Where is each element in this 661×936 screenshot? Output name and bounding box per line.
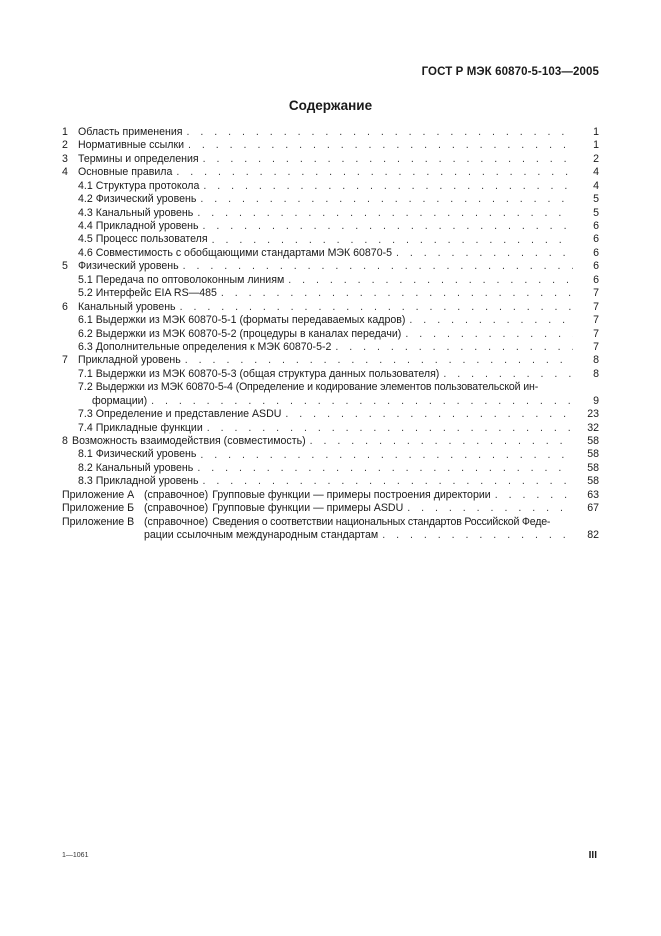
entry-page: 6 — [593, 260, 599, 273]
toc-subentry[interactable] — [62, 193, 599, 206]
entry-page: 58 — [587, 435, 599, 448]
entry-number: 6 — [62, 300, 68, 313]
toc-entry[interactable] — [62, 126, 599, 139]
dot-leader — [221, 287, 573, 300]
entry-number: 6.1 — [78, 314, 93, 327]
entry-title: Нормативные ссылки — [78, 139, 185, 152]
dot-leader — [151, 395, 573, 408]
entry-title: Возможность взаимодействия (совместимость) — [72, 435, 306, 448]
dot-leader — [183, 260, 573, 273]
entry-title: Структура протокола — [95, 179, 200, 192]
dot-leader — [396, 247, 573, 260]
entry-number: 5 — [62, 260, 68, 273]
dot-leader — [382, 529, 573, 542]
entry-title: Дополнительные определения к МЭК 60870-5-2 — [95, 340, 332, 353]
entry-number: 4.3 — [78, 206, 93, 219]
entry-title: Интерфейс EIA RS—485 — [95, 287, 217, 300]
entry-title: Прикладные функции — [95, 421, 203, 434]
entry-number: 1 — [62, 125, 68, 138]
entry-number: 5.2 — [78, 287, 93, 300]
toc-subentry[interactable] — [62, 341, 599, 354]
entry-page: 6 — [593, 220, 599, 233]
entry-page: 8 — [593, 354, 599, 367]
entry-page: 23 — [587, 408, 599, 421]
dot-leader — [200, 449, 573, 462]
dot-leader — [288, 274, 573, 287]
toc-subentry[interactable] — [62, 234, 599, 247]
toc-subentry[interactable] — [62, 274, 599, 287]
toc-entry[interactable] — [62, 260, 599, 273]
toc-subentry[interactable] — [62, 220, 599, 233]
appendix-title: Сведения о соответствии национальных стандартов Российской Феде- — [212, 515, 551, 528]
entry-title: Канальный уровень — [95, 206, 194, 219]
entry-page: 6 — [593, 233, 599, 246]
page-title: Содержание — [288, 98, 373, 113]
entry-title: Физический уровень — [95, 193, 197, 206]
dot-leader — [495, 489, 573, 502]
entry-title: Выдержки из МЭК 60870-5-4 (Определение и кодирование элементов пользовательской ин- — [95, 381, 539, 394]
entry-number: 4.4 — [78, 220, 93, 233]
entry-page: 32 — [587, 421, 599, 434]
entry-title: Канальный уровень — [78, 300, 176, 313]
toc-subentry-continuation[interactable] — [62, 395, 599, 408]
dot-leader — [186, 126, 573, 139]
dot-leader — [405, 328, 573, 341]
entry-page: 5 — [593, 193, 599, 206]
toc-subentry[interactable] — [62, 368, 599, 381]
entry-number: 7.3 — [78, 408, 93, 421]
toc-subentry[interactable] — [62, 180, 599, 193]
entry-number: 4 — [62, 166, 68, 179]
toc-entry[interactable] — [62, 435, 599, 448]
footer-print-code: 1—1061 — [62, 852, 89, 859]
entry-page: 2 — [593, 152, 599, 165]
toc-subentry[interactable] — [62, 287, 599, 300]
entry-number: 3 — [62, 152, 68, 165]
entry-number: 4.2 — [78, 193, 93, 206]
toc-appendix[interactable] — [62, 489, 599, 502]
appendix-title: Групповые функции — примеры ASDU — [212, 502, 404, 515]
toc-subentry[interactable] — [62, 475, 599, 488]
toc-entry[interactable] — [62, 153, 599, 166]
entry-page: 67 — [587, 502, 599, 515]
entry-number: 6.3 — [78, 340, 93, 353]
toc-subentry[interactable] — [62, 422, 599, 435]
entry-title: Выдержки из МЭК 60870-5-1 (форматы передаваемых кадров) — [95, 314, 406, 327]
dot-leader — [212, 234, 573, 247]
dot-leader — [203, 153, 573, 166]
entry-title: Физический уровень — [78, 260, 179, 273]
toc-subentry[interactable] — [62, 449, 599, 462]
entry-page: 7 — [593, 314, 599, 327]
entry-page: 58 — [587, 475, 599, 488]
entry-title: Физический уровень — [95, 448, 197, 461]
entry-number: 4.5 — [78, 233, 93, 246]
dot-leader — [335, 341, 573, 354]
dot-leader — [200, 193, 573, 206]
toc-subentry[interactable] — [62, 462, 599, 475]
entry-page: 7 — [593, 300, 599, 313]
entry-page: 6 — [593, 273, 599, 286]
appendix-label: Приложение Б — [62, 502, 135, 515]
entry-page: 9 — [593, 394, 599, 407]
entry-title: Канальный уровень — [95, 461, 194, 474]
dot-leader — [285, 408, 573, 421]
entry-page: 4 — [593, 166, 599, 179]
entry-page: 4 — [593, 179, 599, 192]
toc-subentry[interactable] — [62, 247, 599, 260]
entry-title-continued: формации) — [92, 394, 148, 407]
dot-leader — [203, 475, 573, 488]
table-of-contents — [62, 126, 599, 543]
toc-appendix-continuation[interactable] — [62, 529, 599, 542]
toc-subentry[interactable] — [62, 381, 599, 394]
page-number: III — [588, 850, 597, 861]
entry-title: Прикладной уровень — [78, 354, 181, 367]
dot-leader — [188, 139, 573, 152]
dot-leader — [203, 220, 573, 233]
entry-number: 4.6 — [78, 246, 93, 259]
entry-number: 4.1 — [78, 179, 93, 192]
entry-number: 6.2 — [78, 327, 93, 340]
entry-page: 58 — [587, 448, 599, 461]
entry-page: 82 — [587, 529, 599, 542]
appendix-title-continued: рации ссылочным международным стандартам — [144, 529, 379, 542]
entry-page: 58 — [587, 461, 599, 474]
toc-subentry[interactable] — [62, 328, 599, 341]
dot-leader — [203, 180, 573, 193]
appendix-label: Приложение А — [62, 488, 135, 501]
entry-title: Прикладной уровень — [95, 475, 199, 488]
toc-subentry[interactable] — [62, 314, 599, 327]
entry-page: 63 — [587, 488, 599, 501]
entry-number: 7.2 — [78, 381, 93, 394]
entry-number: 7.4 — [78, 421, 93, 434]
document-header: ГОСТ Р МЭК 60870-5-103—2005 — [421, 66, 599, 78]
entry-title: Процесс пользователя — [95, 233, 208, 246]
appendix-kind: (справочное) — [144, 515, 209, 528]
dot-leader — [409, 314, 573, 327]
entry-number: 8.2 — [78, 461, 93, 474]
entry-title: Передача по оптоволоконным линиям — [95, 273, 285, 286]
toc-entry[interactable] — [62, 301, 599, 314]
entry-page: 7 — [593, 327, 599, 340]
toc-entry[interactable] — [62, 354, 599, 367]
toc-appendix[interactable] — [62, 502, 599, 515]
appendix-kind: (справочное) — [144, 502, 209, 515]
entry-page: 7 — [593, 287, 599, 300]
dot-leader — [197, 462, 573, 475]
entry-title: Прикладной уровень — [95, 220, 199, 233]
entry-title: Термины и определения — [78, 152, 199, 165]
toc-appendix[interactable] — [62, 516, 599, 529]
entry-title: Область применения — [78, 125, 183, 138]
dot-leader — [185, 354, 573, 367]
toc-entry[interactable] — [62, 139, 599, 152]
entry-title: Основные правила — [78, 166, 173, 179]
entry-number: 8.1 — [78, 448, 93, 461]
entry-page: 6 — [593, 246, 599, 259]
entry-page: 8 — [593, 367, 599, 380]
appendix-kind: (справочное) — [144, 488, 209, 501]
appendix-title: Групповые функции — примеры построения директории — [212, 488, 491, 501]
entry-number: 2 — [62, 139, 68, 152]
entry-page: 7 — [593, 340, 599, 353]
entry-title: Определение и представление ASDU — [95, 408, 282, 421]
dot-leader — [180, 301, 573, 314]
entry-title: Выдержки из МЭК 60870-5-3 (общая структура данных пользователя) — [95, 367, 440, 380]
toc-entry[interactable] — [62, 166, 599, 179]
dot-leader — [443, 368, 573, 381]
dot-leader — [310, 435, 573, 448]
toc-subentry[interactable] — [62, 408, 599, 421]
toc-subentry[interactable] — [62, 207, 599, 220]
appendix-label: Приложение В — [62, 515, 135, 528]
entry-page: 5 — [593, 206, 599, 219]
entry-title: Выдержки из МЭК 60870-5-2 (процедуры в каналах передачи) — [95, 327, 402, 340]
entry-number: 5.1 — [78, 273, 93, 286]
entry-title: Совместимость с обобщающими стандартами МЭК 60870-5 — [95, 246, 393, 259]
dot-leader — [176, 166, 573, 179]
entry-number: 7.1 — [78, 367, 93, 380]
entry-page: 1 — [593, 125, 599, 138]
dot-leader — [197, 207, 573, 220]
dot-leader — [207, 422, 573, 435]
entry-number: 8 — [62, 435, 68, 448]
entry-number: 7 — [62, 354, 68, 367]
entry-number: 8.3 — [78, 475, 93, 488]
entry-page: 1 — [593, 139, 599, 152]
dot-leader — [407, 502, 573, 515]
